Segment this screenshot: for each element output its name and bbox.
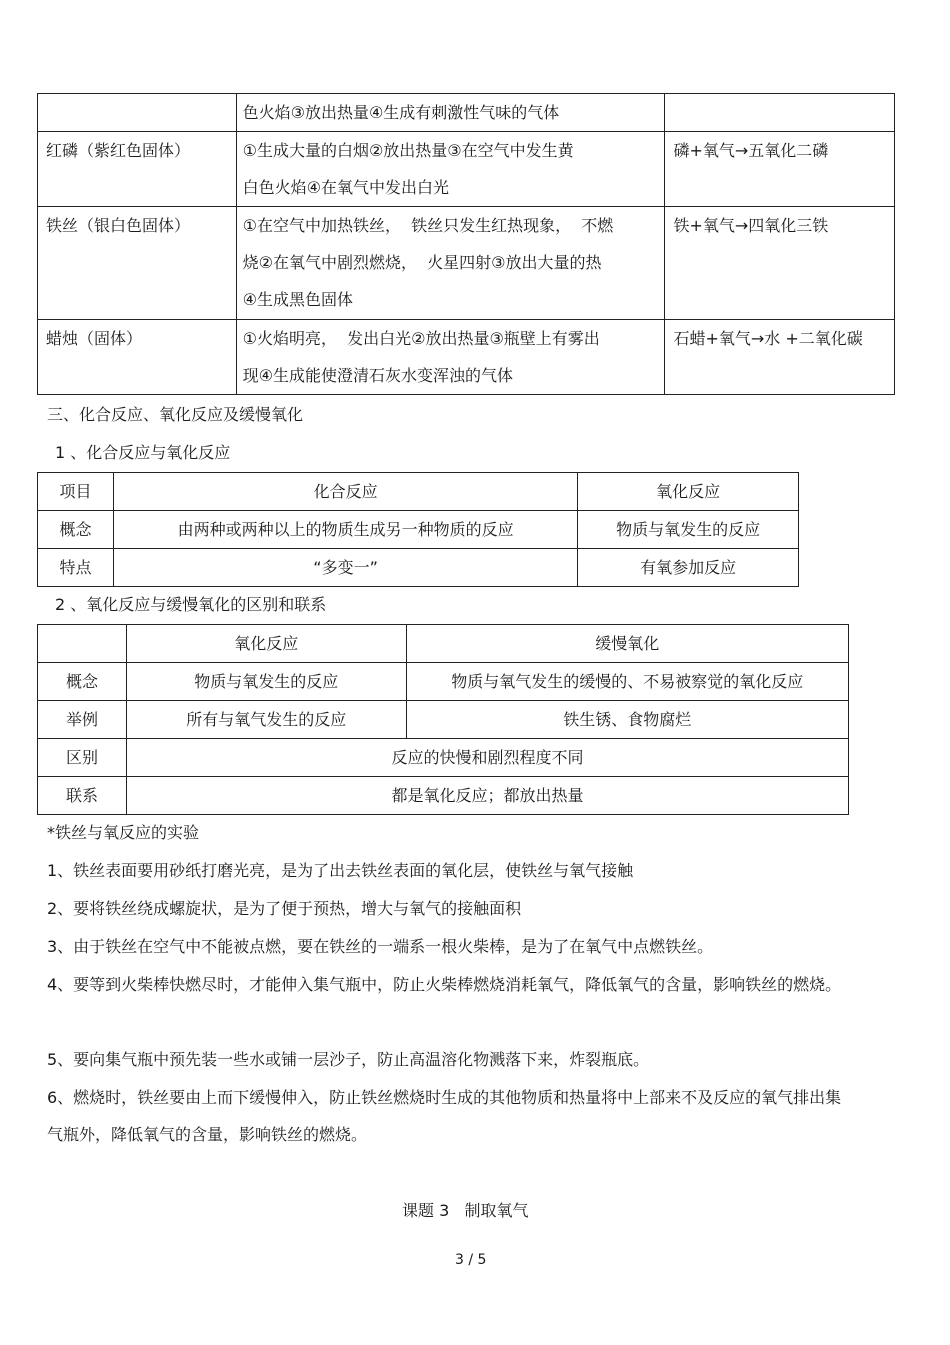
table-row bbox=[38, 663, 849, 701]
header-cell: 项目 bbox=[38, 473, 114, 511]
subsection-heading: 1 、化合反应与氧化反应 bbox=[55, 443, 231, 462]
table-cell: 概念 bbox=[38, 663, 127, 701]
table-cell: 物质与氧发生的反应 bbox=[578, 511, 799, 549]
subsection-heading: 2 、氧化反应与缓慢氧化的区别和联系 bbox=[55, 595, 327, 614]
experiment-item: 6、燃烧时，铁丝要由上而下缓慢伸入，防止铁丝燃烧时生成的其他物质和热量将中上部来不及反应的氧气排出集气瓶外，降低氧气的含量，影响铁丝的燃烧。 bbox=[47, 1088, 842, 1144]
table-cell: “多变一” bbox=[113, 549, 577, 587]
lesson-title: 课题 3 制取氧气 bbox=[402, 1201, 529, 1220]
table-cell: 概念 bbox=[38, 511, 114, 549]
table-row bbox=[38, 132, 895, 207]
substance-cell: 红磷（紫红色固体） bbox=[38, 132, 237, 207]
oxidation-slow-oxidation-table bbox=[37, 624, 849, 815]
table-cell: 所有与氧气发生的反应 bbox=[126, 701, 406, 739]
phenomenon-cell: ①在空气中加热铁丝， 铁丝只发生红热现象， 不燃 烧②在氧气中剧烈燃烧， 火星四射③放出大量的热 ④生成黑色固体 bbox=[236, 207, 665, 320]
page-number: 3 / 5 bbox=[455, 1252, 487, 1268]
experiment-item: 1、铁丝表面要用砂纸打磨光亮，是为了出去铁丝表面的氧化层，使铁丝与氧气接触 bbox=[47, 861, 634, 880]
section-heading: 三、化合反应、氧化反应及缓慢氧化 bbox=[47, 405, 304, 424]
equation-cell: 石蜡+氧气→水 +二氧化碳 bbox=[665, 320, 895, 395]
substance-cell: 蜡烛（固体） bbox=[38, 320, 237, 395]
header-cell: 缓慢氧化 bbox=[406, 625, 848, 663]
table-cell: 物质与氧气发生的缓慢的、不易被察觉的氧化反应 bbox=[406, 663, 848, 701]
experiment-item: 4、要等到火柴棒快燃尽时，才能伸入集气瓶中，防止火柴棒燃烧消耗氧气，降低氧气的含量，影响铁丝的燃烧。 bbox=[47, 975, 842, 994]
table-cell: 联系 bbox=[38, 777, 127, 815]
substance-cell: 铁丝（银白色固体） bbox=[38, 207, 237, 320]
table-cell: 都是氧化反应；都放出热量 bbox=[126, 777, 848, 815]
table-row bbox=[38, 777, 849, 815]
table-row bbox=[38, 320, 895, 395]
table-row bbox=[38, 701, 849, 739]
experiment-title: *铁丝与氧反应的实验 bbox=[47, 823, 200, 842]
table-cell: 特点 bbox=[38, 549, 114, 587]
table-row bbox=[38, 511, 799, 549]
table-cell: 物质与氧发生的反应 bbox=[126, 663, 406, 701]
header-cell: 氧化反应 bbox=[578, 473, 799, 511]
experiment-item: 3、由于铁丝在空气中不能被点燃，要在铁丝的一端系一根火柴棒，是为了在氧气中点燃铁丝。 bbox=[47, 937, 714, 956]
equation-cell: 磷+氧气→五氧化二磷 bbox=[665, 132, 895, 207]
table-cell: 有氧参加反应 bbox=[578, 549, 799, 587]
header-cell: 化合反应 bbox=[113, 473, 577, 511]
table-header-row bbox=[38, 625, 849, 663]
table-cell: 举例 bbox=[38, 701, 127, 739]
table-cell: 铁生锈、食物腐烂 bbox=[406, 701, 848, 739]
combination-oxidation-table bbox=[37, 472, 799, 587]
table-row bbox=[38, 739, 849, 777]
table-cell: 区别 bbox=[38, 739, 127, 777]
header-cell bbox=[38, 625, 127, 663]
substance-cell bbox=[38, 94, 237, 132]
phenomenon-cell: ①生成大量的白烟②放出热量③在空气中发生黄 白色火焰④在氧气中发出白光 bbox=[236, 132, 665, 207]
table-cell: 由两种或两种以上的物质生成另一种物质的反应 bbox=[113, 511, 577, 549]
table-header-row bbox=[38, 473, 799, 511]
equation-cell bbox=[665, 94, 895, 132]
phenomenon-cell: ①火焰明亮， 发出白光②放出热量③瓶壁上有雾出 现④生成能使澄清石灰水变浑浊的气体 bbox=[236, 320, 665, 395]
phenomenon-cell: 色火焰③放出热量④生成有刺激性气味的气体 bbox=[236, 94, 665, 132]
table-row bbox=[38, 549, 799, 587]
combustion-table bbox=[37, 93, 895, 395]
experiment-item: 2、要将铁丝绕成螺旋状，是为了便于预热，增大与氧气的接触面积 bbox=[47, 899, 522, 918]
header-cell: 氧化反应 bbox=[126, 625, 406, 663]
table-row bbox=[38, 94, 895, 132]
table-cell: 反应的快慢和剧烈程度不同 bbox=[126, 739, 848, 777]
equation-cell: 铁+氧气→四氧化三铁 bbox=[665, 207, 895, 320]
experiment-item: 5、要向集气瓶中预先装一些水或铺一层沙子，防止高温溶化物溅落下来，炸裂瓶底。 bbox=[47, 1050, 650, 1069]
table-row bbox=[38, 207, 895, 320]
